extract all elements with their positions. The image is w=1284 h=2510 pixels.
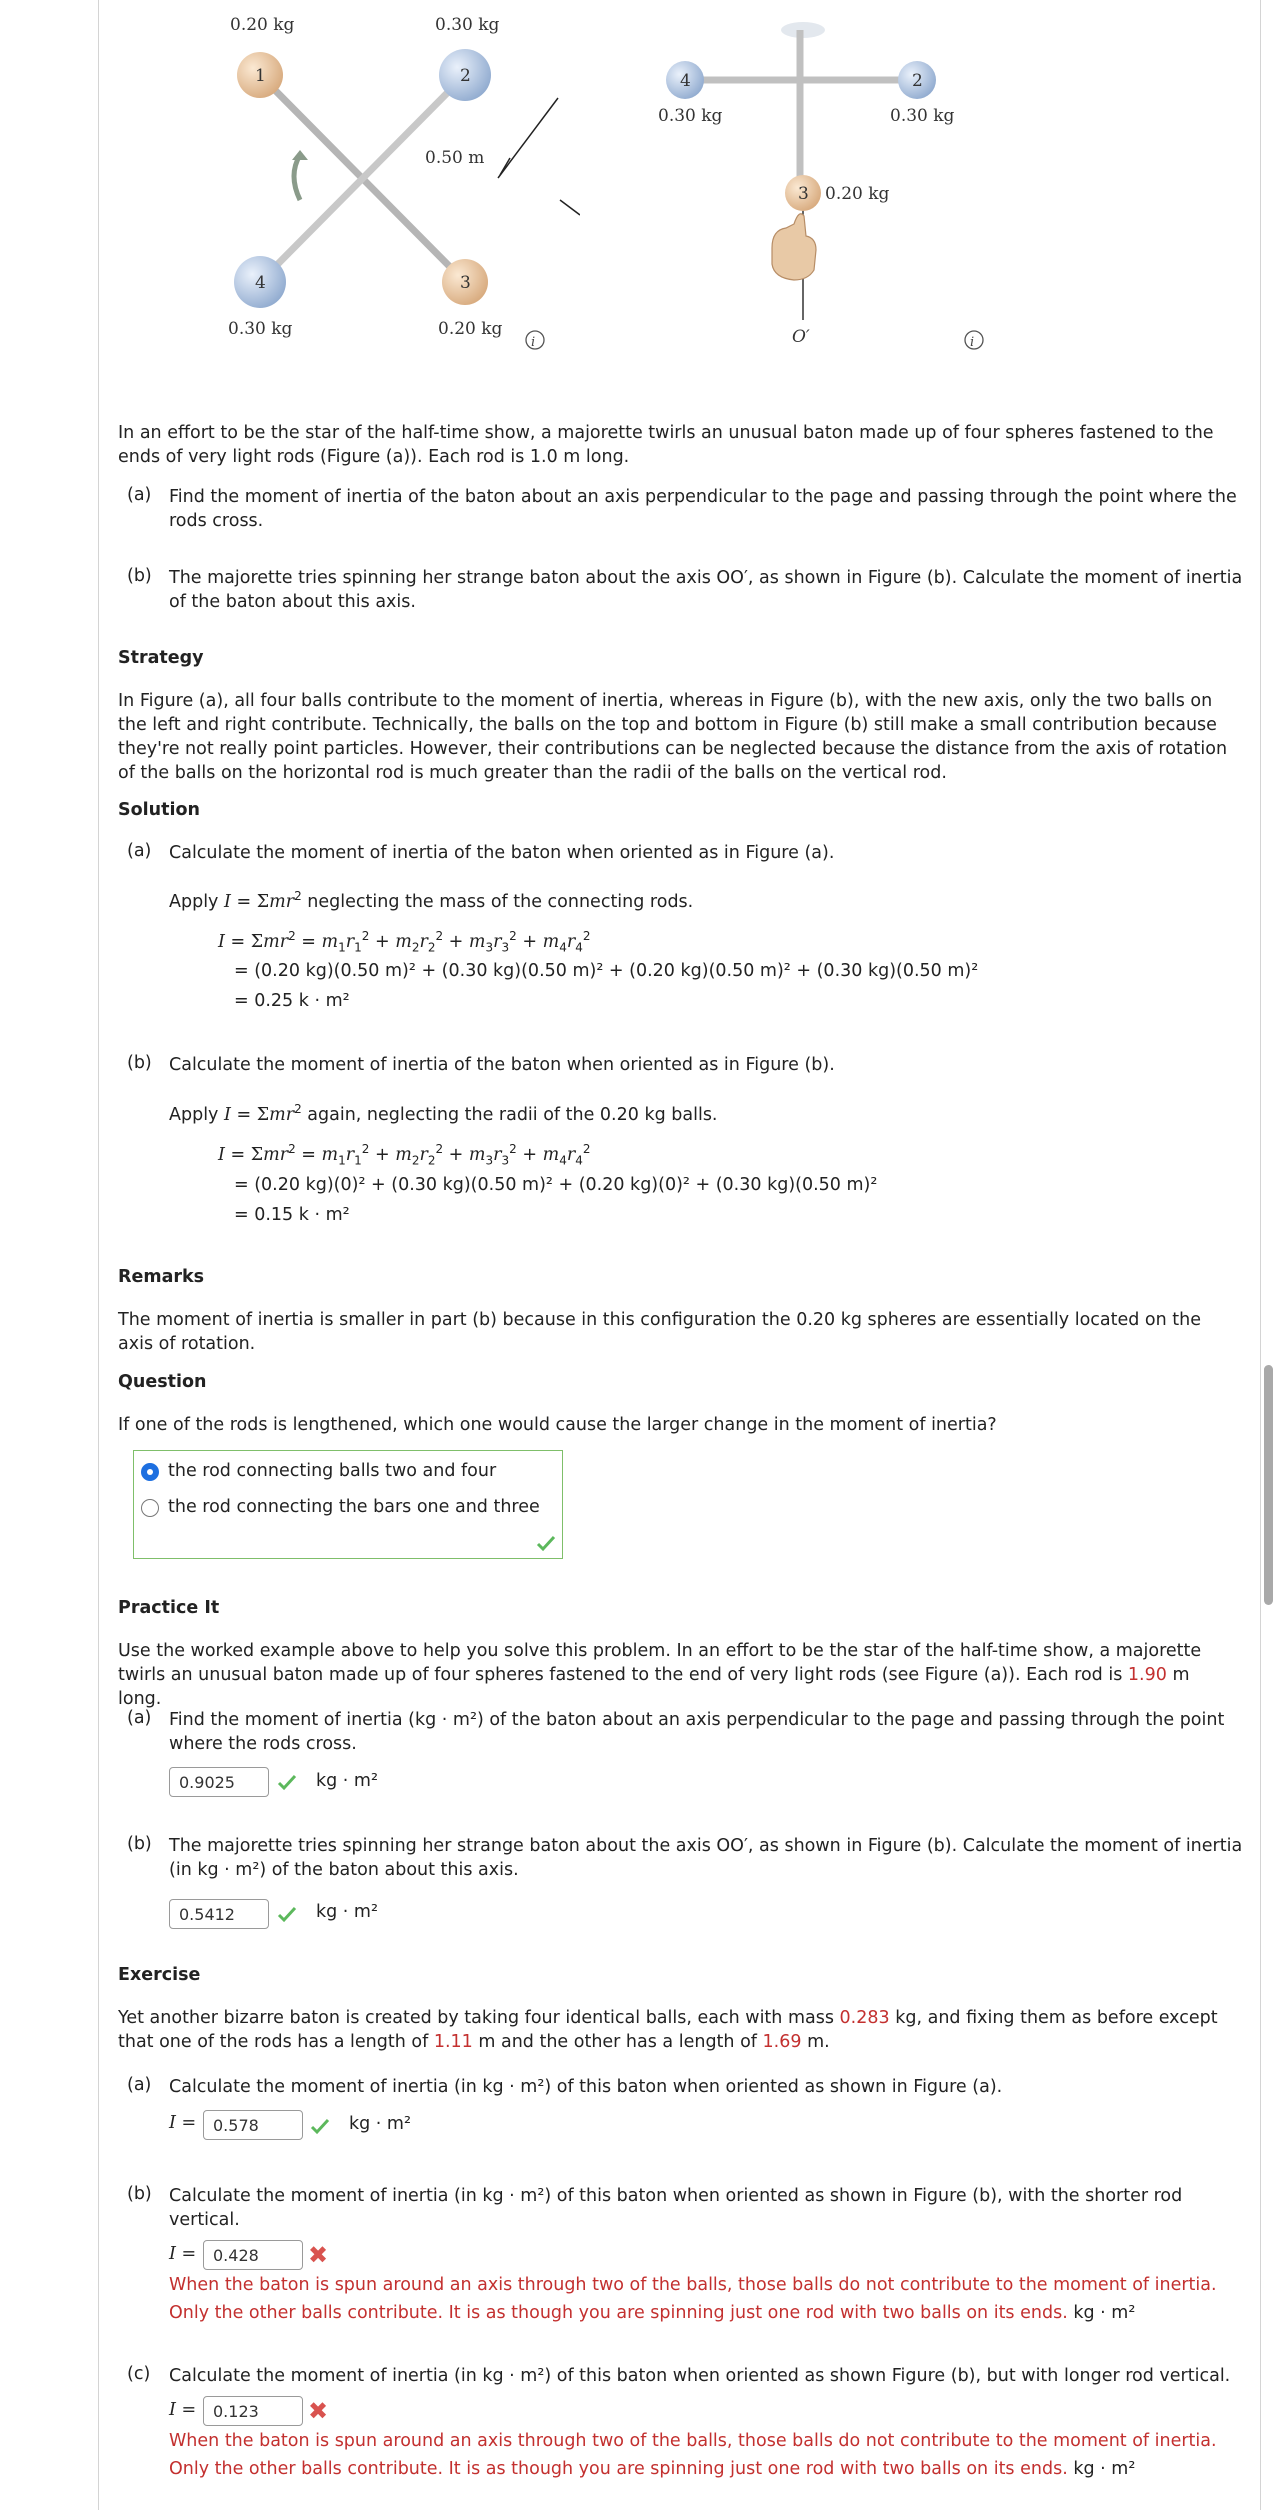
solution-b-label: (b) — [127, 1053, 152, 1073]
exercise-a-answer-input[interactable]: 0.578 — [203, 2110, 303, 2140]
svg-text:i: i — [970, 335, 975, 350]
rod-length-value: 1.90 — [1127, 1665, 1167, 1685]
info-icon[interactable] — [526, 331, 544, 350]
solution-a-text: Calculate the moment of inertia of the baton when oriented as in Figure (a). — [169, 843, 835, 863]
x-icon: ✖ — [308, 2241, 329, 2269]
exercise-a-text: Calculate the moment of inertia (in kg · m²) of this baton when oriented as shown in Figure (a). — [169, 2077, 1003, 2097]
exercise-c-i-label: I = — [169, 2400, 197, 2420]
solution-b-apply: Apply I = Σmr$^2$ again, neglecting the radii of the 0.20 kg balls. — [169, 1102, 718, 1125]
ball-mass-value: 0.283 — [839, 2008, 890, 2028]
solution-a-equation-2: = (0.20 kg)(0.50 m)² + (0.30 kg)(0.50 m)² + (0.20 kg)(0.50 m)² + (0.30 kg)(0.50 m)² — [234, 961, 979, 981]
ball-3-label: 3 — [798, 184, 809, 204]
practice-a-text: Find the moment of inertia (kg · m²) of the baton about an axis perpendicular to the page and passing through the point where the rods cross. — [169, 1710, 1225, 1754]
practice-text: Use the worked example above to help you solve this problem. In an effort to be the star of the half-time show, a majorette twirls an unusual baton made up of four spheres fastened to the end of very light rods (see Figure (a)). Each rod is 1.90 m long. — [118, 1641, 1202, 1709]
part-a-label: (a) — [127, 485, 152, 505]
practice-heading: Practice It — [118, 1598, 220, 1618]
ball-3-label: 3 — [460, 273, 471, 293]
remarks-text: The moment of inertia is smaller in part (b) because in this configuration the 0.20 kg spheres are essentially located on the axis of rotation. — [118, 1310, 1202, 1354]
exercise-text: Yet another bizarre baton is created by taking four identical balls, each with mass 0.283 kg, and fixing them as before except that one of the rods has a length of 1.11 m and the other has a length of 1.69 m. — [118, 2008, 1218, 2052]
solution-b-text: Calculate the moment of inertia of the baton when oriented as in Figure (b). — [169, 1055, 835, 1075]
exercise-b-label: (b) — [127, 2184, 152, 2204]
practice-a-answer-input[interactable]: 0.9025 — [169, 1767, 269, 1797]
exercise-b-text: Calculate the moment of inertia (in kg · m²) of this baton when oriented as shown in Figure (b), with the shorter rod vertical. — [169, 2186, 1183, 2230]
mass-label-ball-3: 0.20 kg — [438, 319, 503, 339]
mass-label-ball-4: 0.30 kg — [228, 319, 293, 339]
solution-b-equation-3: = 0.15 k · m² — [234, 1205, 350, 1225]
mass-label-ball-4: 0.30 kg — [658, 106, 723, 126]
solution-a-label: (a) — [127, 841, 152, 861]
axis-label: O′ — [792, 327, 810, 347]
exercise-b-answer-input[interactable]: 0.428 — [203, 2240, 303, 2270]
exercise-c-answer-input[interactable]: 0.123 — [203, 2396, 303, 2426]
rod2-length-value: 1.69 — [762, 2032, 802, 2052]
option-1-label[interactable]: the rod connecting balls two and four — [168, 1461, 497, 1481]
scrollbar-thumb[interactable] — [1264, 1365, 1273, 1605]
svg-text:0.20 kg: 0.20 kg — [230, 15, 295, 35]
practice-b-unit: kg · m² — [316, 1902, 378, 1922]
solution-a-apply: Apply I = Σmr$^2$ neglecting the mass of the connecting rods. — [169, 889, 694, 912]
part-b-text: The majorette tries spinning her strange baton about the axis OO′, as shown in Figure (b). Calculate the moment of inertia of the baton about this axis. — [169, 568, 1243, 612]
exercise-b-i-label: I = — [169, 2244, 197, 2264]
figure-b — [640, 0, 1020, 365]
exercise-c-feedback: When the baton is spun around an axis through two of the balls, those balls do not contribute to the moment of inertia. Only the other balls contribute. It is as though you are spinning just one rod with two balls on its ends. kg · m² — [169, 2431, 1217, 2479]
solution-a-equation-1: $I = \Sigma mr^2 = m_1r_1^2 + m_2r_2^2 + m_3r_3^2 + m_4r_4^2$ — [218, 929, 591, 955]
strategy-heading: Strategy — [118, 648, 204, 668]
svg-text:0.30 kg: 0.30 kg — [435, 15, 500, 35]
rod-length-label: 0.50 m — [425, 148, 485, 168]
x-icon: ✖ — [308, 2397, 329, 2425]
solution-a-equation-3: = 0.25 k · m² — [234, 991, 350, 1011]
exercise-c-label: (c) — [127, 2364, 151, 2384]
solution-heading: Solution — [118, 800, 200, 820]
practice-a-label: (a) — [127, 1708, 152, 1728]
solution-b-equation-1: $I = \Sigma mr^2 = m_1r_1^2 + m_2r_2^2 + m_3r_3^2 + m_4r_4^2$ — [218, 1142, 591, 1168]
exercise-c-text: Calculate the moment of inertia (in kg · m²) of this baton when oriented as shown Figure (b), but with longer rod vertical. — [169, 2366, 1231, 2386]
figure-a — [160, 0, 580, 365]
solution-b-equation-2: = (0.20 kg)(0)² + (0.30 kg)(0.50 m)² + (0.20 kg)(0)² + (0.30 kg)(0.50 m)² — [234, 1175, 878, 1195]
check-icon — [276, 1903, 298, 1925]
check-icon — [309, 2115, 331, 2137]
mass-label-ball-3: 0.20 kg — [825, 184, 890, 204]
hand-icon — [772, 214, 816, 280]
rod1-length-value: 1.11 — [433, 2032, 473, 2052]
practice-b-text: The majorette tries spinning her strange baton about the axis OO′, as shown in Figure (b). Calculate the moment of inertia (in kg · m²) of the baton about this axis. — [169, 1836, 1243, 1880]
exercise-heading: Exercise — [118, 1965, 201, 1985]
part-b-label: (b) — [127, 566, 152, 586]
check-icon — [276, 1771, 298, 1793]
exercise-b-feedback: When the baton is spun around an axis through two of the balls, those balls do not contribute to the moment of inertia. Only the other balls contribute. It is as though you are spinning just one rod with two balls on its ends. kg · m² — [169, 2275, 1217, 2323]
question-heading: Question — [118, 1372, 207, 1392]
svg-text:i: i — [531, 335, 536, 350]
ball-4-label: 4 — [680, 71, 691, 91]
practice-a-unit: kg · m² — [316, 1771, 378, 1791]
strategy-text: In Figure (a), all four balls contribute to the moment of inertia, whereas in Figure (b), with the new axis, only the two balls on the left and right contribute. Technically, the balls on the top and bottom in Figure (b) still make a small contribution because they're not really point particles. However, their contributions can be neglected because the distance from the axis of rotation of the balls on the horizontal rod is much greater than the radii of the balls on the vertical rod. — [118, 691, 1228, 783]
exercise-a-i-label: I = — [169, 2113, 197, 2133]
radio-option-2[interactable] — [141, 1499, 159, 1517]
remarks-heading: Remarks — [118, 1267, 205, 1287]
exercise-a-label: (a) — [127, 2075, 152, 2095]
intro-text: In an effort to be the star of the half-time show, a majorette twirls an unusual baton made up of four spheres fastened to the ends of very light rods (Figure (a)). Each rod is 1.0 m long. — [118, 423, 1214, 467]
option-2-label[interactable]: the rod connecting the bars one and three — [168, 1497, 540, 1517]
info-icon[interactable] — [965, 331, 983, 350]
ball-1-label: 1 — [255, 66, 266, 86]
practice-b-label: (b) — [127, 1834, 152, 1854]
ball-2-label: 2 — [912, 71, 923, 91]
question-text: If one of the rods is lengthened, which one would cause the larger change in the moment of inertia? — [118, 1415, 997, 1435]
check-icon — [535, 1532, 557, 1554]
radio-option-1[interactable] — [141, 1463, 159, 1481]
ball-4-label: 4 — [255, 273, 266, 293]
part-a-text: Find the moment of inertia of the baton about an axis perpendicular to the page and passing through the point where the rods cross. — [169, 487, 1237, 531]
exercise-a-unit: kg · m² — [349, 2114, 411, 2134]
practice-b-answer-input[interactable]: 0.5412 — [169, 1899, 269, 1929]
ball-2-label: 2 — [460, 66, 471, 86]
mass-label-ball-2: 0.30 kg — [890, 106, 955, 126]
